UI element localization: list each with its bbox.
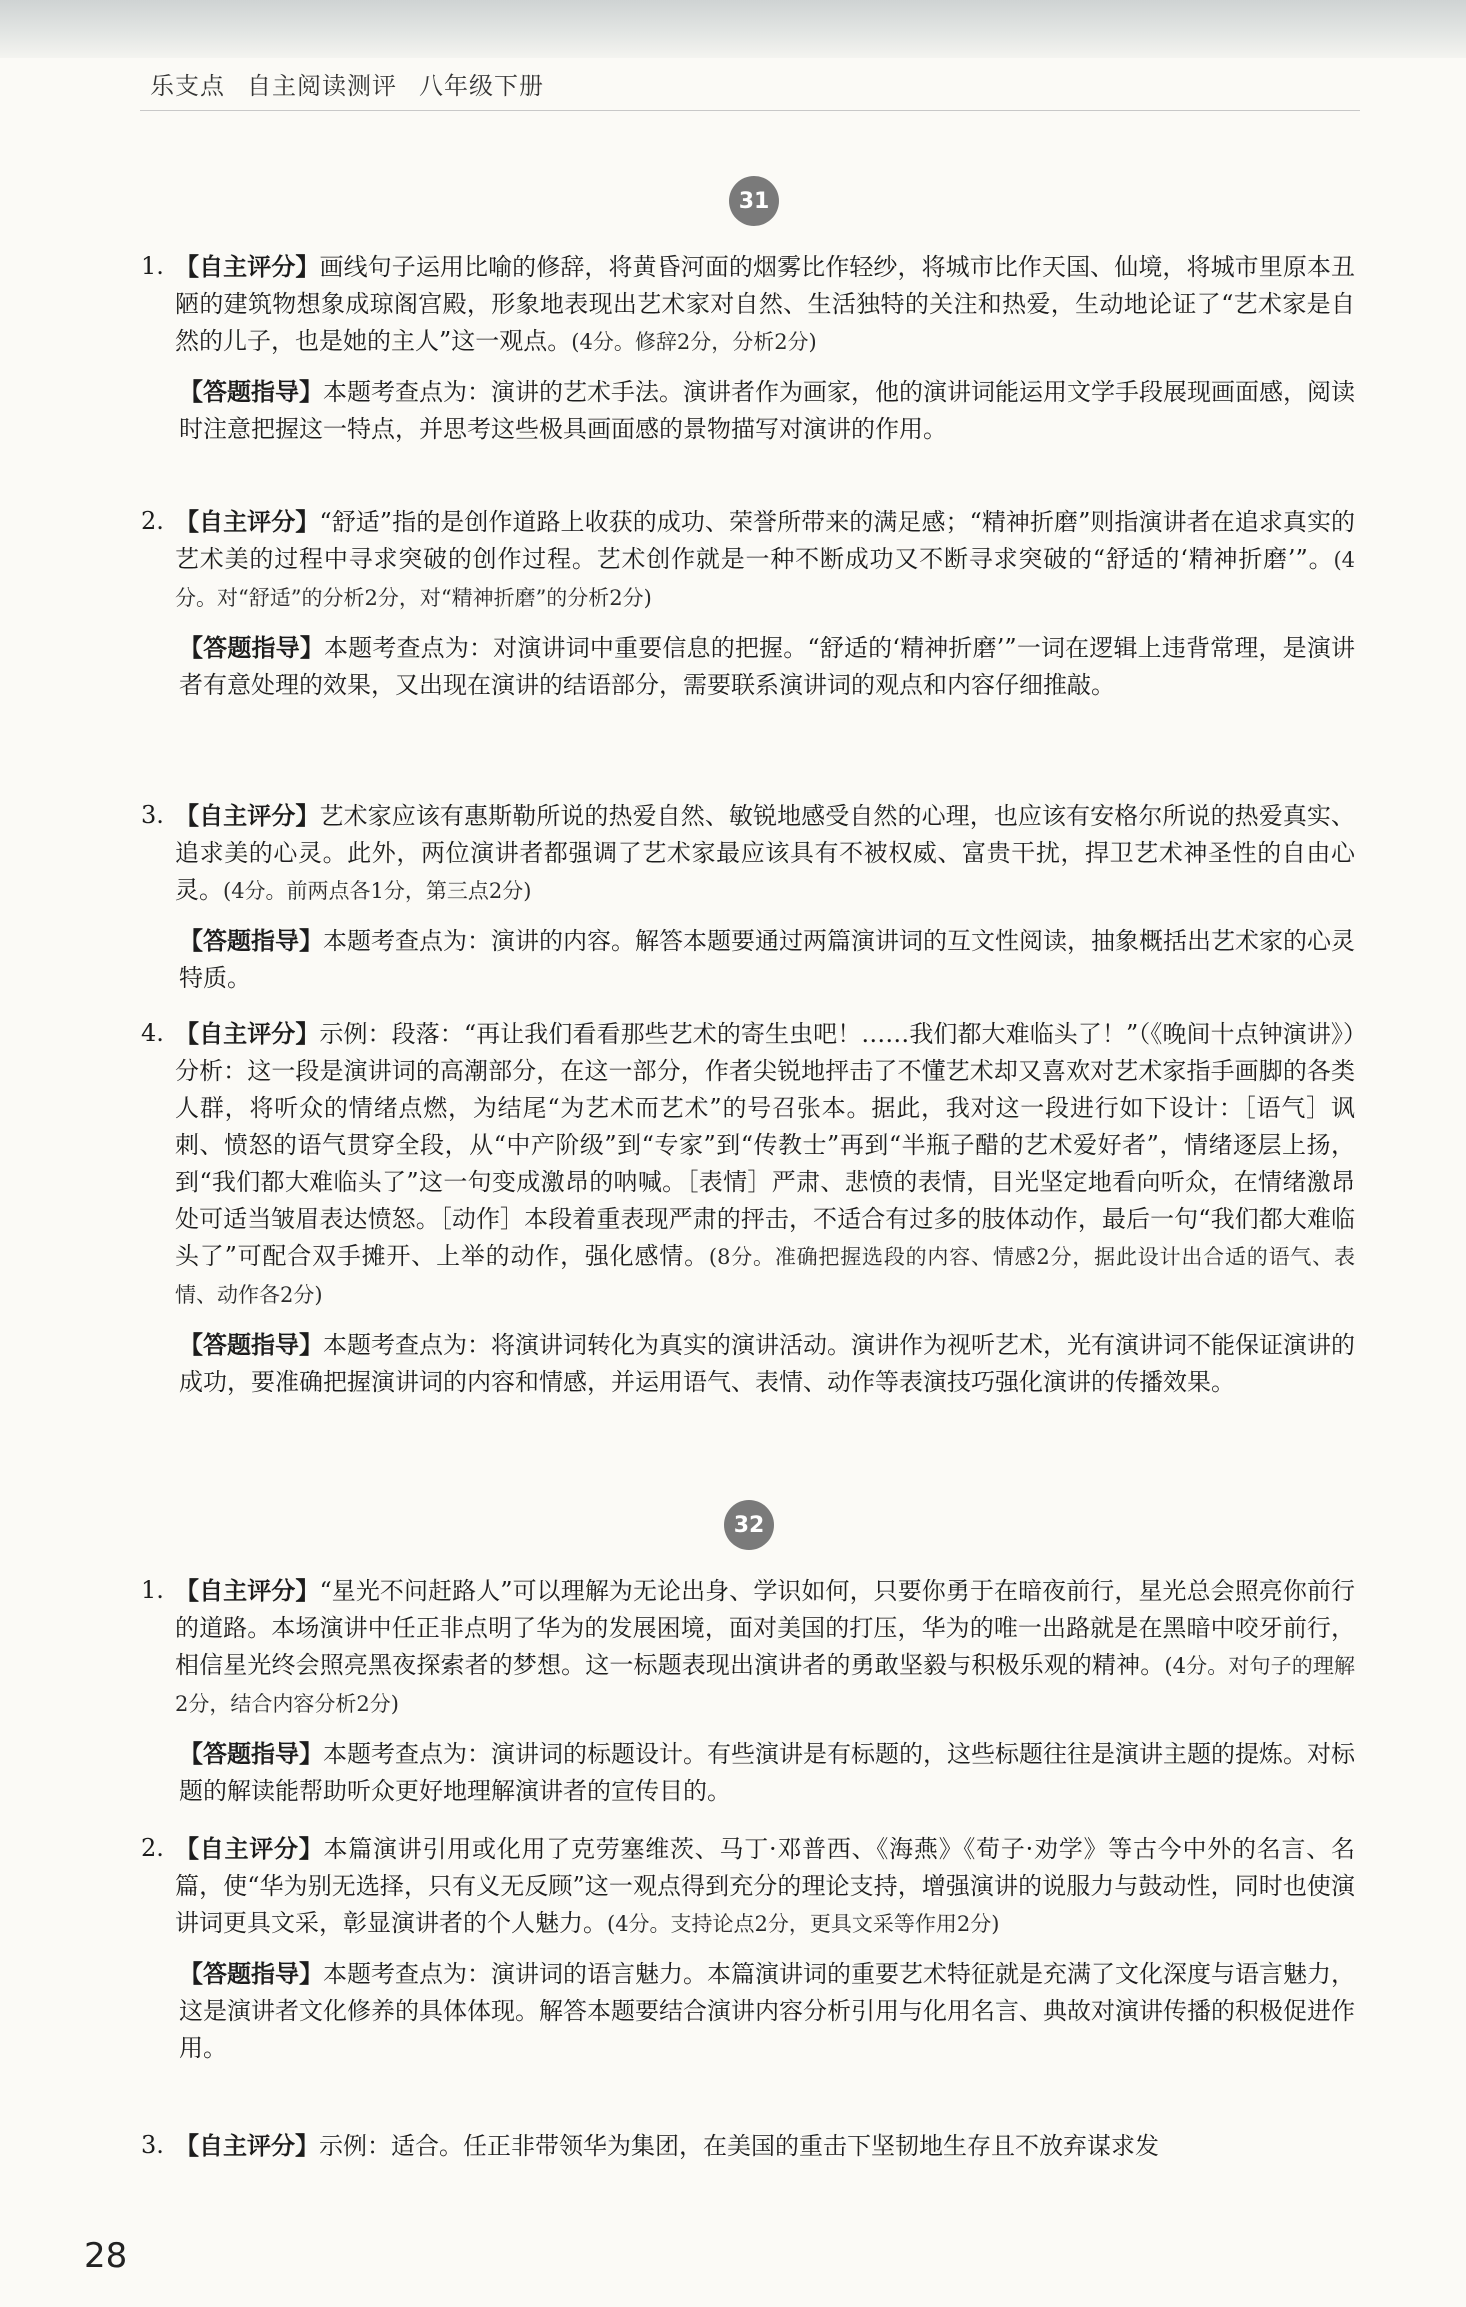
guide-paragraph (175, 922, 1355, 997)
guide-text: 本题考查点为：对演讲词中重要信息的把握。“舒适的‘精神折磨’”一词在逻辑上违背常理，是演讲者有意处理的效果，又出现在演讲的结语部分，需要联系演讲词的观点和内容仔细推敲。 (179, 634, 1356, 699)
score-note: (4分。对句子的理解2分，结合内容分析2分) (175, 1654, 1355, 1716)
answer-text: “星光不问赶路人”可以理解为无论出身、学识如何，只要你勇于在暗夜前行，星光总会照亮你前行的道路。本场演讲中任正非点明了华为的发展困境，面对美国的打压，华为的唯一出路就是在黑暗中咬牙前行，相信星光终会照亮黑夜探索者的梦想。这一标题表现出演讲者的勇敢坚毅与积极乐观的精神。 (175, 1577, 1356, 1679)
guide-paragraph (175, 373, 1355, 448)
item-number: 1. (141, 1576, 164, 1604)
answer-item (141, 248, 1355, 460)
guide-text: 本题考查点为：演讲的艺术手法。演讲者作为画家，他的演讲词能运用文学手段展现画面感，阅读时注意把握这一特点，并思考这些极具画面感的景物描写对演讲的作用。 (179, 378, 1355, 443)
self-score-tag: 【自主评分】 (175, 2131, 319, 2160)
self-score-tag: 【自主评分】 (175, 1019, 320, 1048)
page-number: 28 (84, 2236, 128, 2276)
score-note: (8分。准确把握选段的内容、情感2分，据此设计出合适的语气、表情、动作各2分) (175, 1245, 1355, 1307)
self-score-paragraph (175, 1572, 1355, 1723)
answer-text: 示例：适合。任正非带领华为集团，在美国的重击下坚韧地生存且不放弃谋求发 (319, 2132, 1159, 2160)
guide-tag: 【答题指导】 (179, 926, 323, 955)
section-number-badge: 32 (724, 1500, 774, 1550)
self-score-tag: 【自主评分】 (175, 801, 320, 830)
item-number: 3. (141, 2131, 164, 2159)
item-number: 3. (141, 801, 164, 829)
guide-text: 本题考查点为：将演讲词转化为真实的演讲活动。演讲作为视听艺术，光有演讲词不能保证演讲的成功，要准确把握演讲词的内容和情感，并运用语气、表情、动作等表演技巧强化演讲的传播效果。 (179, 1331, 1355, 1396)
self-score-tag: 【自主评分】 (175, 1834, 324, 1863)
self-score-paragraph (175, 248, 1355, 361)
self-score-paragraph (175, 503, 1355, 617)
answer-text: 艺术家应该有惠斯勒所说的热爱自然、敏锐地感受自然的心理，也应该有安格尔所说的热爱真实、追求美的心灵。此外，两位演讲者都强调了艺术家最应该具有不被权威、富贵干扰，捍卫艺术神圣性的自由心灵。 (175, 802, 1355, 904)
item-number: 4. (141, 1019, 164, 1047)
self-score-tag: 【自主评分】 (175, 1576, 320, 1605)
running-header (150, 66, 544, 101)
self-score-tag: 【自主评分】 (175, 252, 320, 281)
guide-text: 本题考查点为：演讲词的标题设计。有些演讲是有标题的，这些标题往往是演讲主题的提炼。对标题的解读能帮助听众更好地理解演讲者的宣传目的。 (179, 1740, 1355, 1805)
self-score-paragraph (175, 1015, 1355, 1314)
self-score-tag: 【自主评分】 (175, 507, 320, 536)
answer-item (141, 1572, 1356, 1822)
answer-item (141, 503, 1356, 716)
answer-item (141, 797, 1355, 1009)
item-number: 2. (141, 507, 164, 535)
answer-item (141, 2127, 1355, 2177)
guide-text: 本题考查点为：演讲的内容。解答本题要通过两篇演讲词的互文性阅读，抽象概括出艺术家的心灵特质。 (179, 927, 1355, 992)
score-note: (4分。前两点各1分，第三点2分) (223, 879, 532, 903)
score-note: (4分。支持论点2分，更具文采等作用2分) (607, 1912, 1000, 1936)
answer-text: 示例：段落：“再让我们看看那些艺术的寄生虫吧！……我们都大难临头了！”（《晚间十点钟演讲》）分析：这一段是演讲词的高潮部分，在这一部分，作者尖锐地抨击了不懂艺术却又喜欢对艺术家指手画脚的各类人群，将听众的情绪点燃，为结尾“为艺术而艺术”的号召张本。据此，我对这一段进行如下设计：［语气］讽刺、愤怒的语气贯穿全段，从“中产阶级”到“专家”到“传教士”再到“半瓶子醋的艺术爱好者”，情绪逐层上扬，到“我们都大难临头了”这一句变成激昂的呐喊。［表情］严肃、悲愤的表情，目光坚定地看向听众，在情绪激昂处可适当皱眉表达愤怒。［动作］本段着重表现严肃的抨击，不适合有过多的肢体动作，最后一句“我们都大难临头了”可配合双手摊开、上举的动作，强化感情。 (175, 1020, 1355, 1270)
answer-text: 本篇演讲引用或化用了克劳塞维茨、马丁·邓普西、《海燕》《荀子·劝学》等古今中外的名言、名篇，使“华为别无选择，只有义无反顾”这一观点得到充分的理论支持，增强演讲的说服力与鼓动性，同时也使演讲词更具文采，彰显演讲者的个人魅力。 (175, 1835, 1355, 1937)
page-top-band (0, 0, 1466, 58)
guide-tag: 【答题指导】 (179, 1959, 323, 1988)
self-score-paragraph (175, 2127, 1355, 2165)
self-score-paragraph (175, 797, 1355, 910)
header-grade: 八年级下册 (419, 72, 544, 100)
self-score-paragraph (175, 1830, 1355, 1943)
guide-text: 本题考查点为：演讲词的语言魅力。本篇演讲词的重要艺术特征就是充满了文化深度与语言魅力，这是演讲者文化修养的具体体现。解答本题要结合演讲内容分析引用与化用名言、典故对演讲传播的积极促进作用。 (179, 1960, 1355, 2062)
guide-paragraph (175, 1326, 1355, 1401)
header-divider (140, 110, 1360, 111)
score-note: (4分。对“舒适”的分析2分，对“精神折磨”的分析2分) (175, 548, 1355, 610)
item-number: 1. (141, 252, 164, 280)
guide-tag: 【答题指导】 (179, 377, 323, 406)
answer-text: 画线句子运用比喻的修辞，将黄昏河面的烟雾比作轻纱，将城市比作天国、仙境，将城市里原本丑陋的建筑物想象成琼阁宫殿，形象地表现出艺术家对自然、生活独特的关注和热爱，生动地论证了“艺术家是自然的儿子，也是她的主人”这一观点。 (175, 253, 1355, 355)
guide-tag: 【答题指导】 (179, 1739, 323, 1768)
guide-paragraph (175, 1955, 1355, 2067)
item-number: 2. (141, 1834, 164, 1862)
header-series: 自主阅读测评 (247, 72, 397, 100)
guide-tag: 【答题指导】 (179, 633, 325, 662)
answer-item (141, 1015, 1355, 1413)
header-brand: 乐支点 (150, 72, 225, 100)
guide-paragraph (175, 1735, 1355, 1810)
answer-item (141, 1830, 1355, 2079)
guide-paragraph (175, 629, 1355, 704)
score-note: (4分。修辞2分，分析2分) (571, 330, 817, 354)
section-number-badge: 31 (729, 176, 779, 226)
guide-tag: 【答题指导】 (179, 1330, 323, 1359)
answer-text: “舒适”指的是创作道路上收获的成功、荣誉所带来的满足感；“精神折磨”则指演讲者在追求真实的艺术美的过程中寻求突破的创作过程。艺术创作就是一种不断成功又不断寻求突破的“舒适的‘精神折磨’”。 (175, 508, 1355, 573)
